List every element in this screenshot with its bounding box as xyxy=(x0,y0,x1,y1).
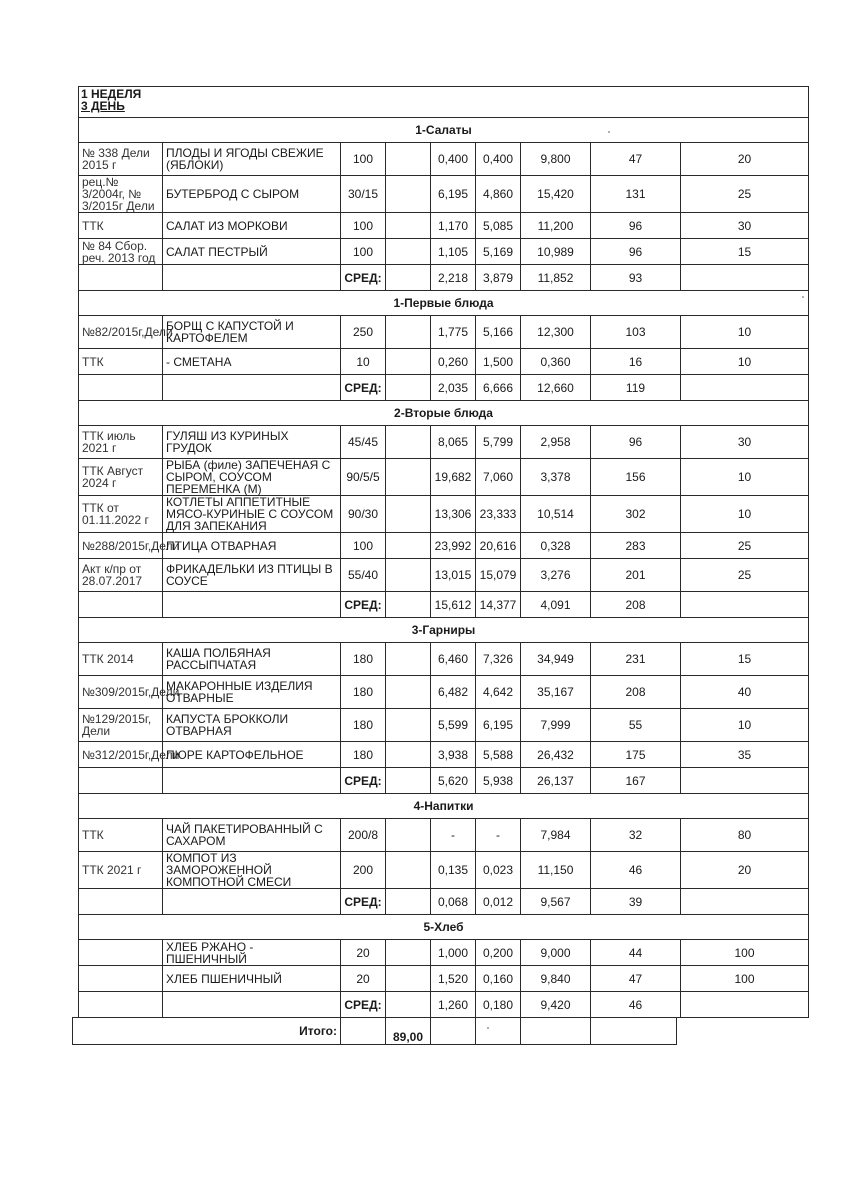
avg-carbs: 4,091 xyxy=(521,592,591,618)
price-cell xyxy=(386,533,431,559)
avg-protein: 2,218 xyxy=(431,265,476,291)
recipe-ref: ТТК Август 2024 г xyxy=(79,459,163,496)
header-row xyxy=(79,87,809,118)
vitamin-c: 15 xyxy=(681,239,809,265)
average-label: СРЕД: xyxy=(341,889,386,915)
calories: 131 xyxy=(591,176,681,213)
scan-speck xyxy=(608,131,610,133)
price-cell xyxy=(386,459,431,496)
dish-row xyxy=(79,709,809,742)
recipe-ref: ТТК xyxy=(79,349,163,375)
recipe-ref: №82/2015г,Дели xyxy=(79,316,163,349)
vitamin-c: 10 xyxy=(681,496,809,533)
price-cell xyxy=(386,966,431,992)
calories: 44 xyxy=(591,940,681,966)
carbs: 12,300 xyxy=(521,316,591,349)
avg-carbs: 12,660 xyxy=(521,375,591,401)
average-row xyxy=(79,375,809,401)
dish-row xyxy=(79,349,809,375)
portion: 45/45 xyxy=(341,426,386,459)
calories: 175 xyxy=(591,742,681,768)
avg-fat: 0,012 xyxy=(476,889,521,915)
protein: 23,992 xyxy=(431,533,476,559)
protein: 19,682 xyxy=(431,459,476,496)
calories: 96 xyxy=(591,213,681,239)
price-cell xyxy=(386,940,431,966)
total-row xyxy=(73,1018,677,1045)
portion: 100 xyxy=(341,533,386,559)
dish-row xyxy=(79,676,809,709)
vitamin-c: 10 xyxy=(681,349,809,375)
portion: 200/8 xyxy=(341,819,386,852)
vitamin-c: 20 xyxy=(681,143,809,176)
fat: 0,160 xyxy=(476,966,521,992)
protein: 13,015 xyxy=(431,559,476,592)
total-value: 89,00 xyxy=(386,1018,431,1045)
protein: 8,065 xyxy=(431,426,476,459)
average-label: СРЕД: xyxy=(341,992,386,1018)
portion: 55/40 xyxy=(341,559,386,592)
protein: 13,306 xyxy=(431,496,476,533)
empty-cell xyxy=(681,768,809,794)
total-empty-cell xyxy=(521,1018,591,1045)
recipe-ref: №309/2015г,Дели xyxy=(79,676,163,709)
fat: 5,166 xyxy=(476,316,521,349)
calories: 208 xyxy=(591,676,681,709)
section-title: 3-Гарниры xyxy=(79,618,809,643)
calories: 156 xyxy=(591,459,681,496)
dish-name: - СМЕТАНА xyxy=(163,349,341,375)
empty-cell xyxy=(386,889,431,915)
dish-name: БУТЕРБРОД С СЫРОМ xyxy=(163,176,341,213)
price-cell xyxy=(386,143,431,176)
total-block xyxy=(72,1017,676,1045)
scan-speck xyxy=(802,296,804,298)
protein: 1,105 xyxy=(431,239,476,265)
price-cell xyxy=(386,819,431,852)
calories: 47 xyxy=(591,143,681,176)
empty-cell xyxy=(163,992,341,1018)
dish-row xyxy=(79,852,809,889)
fat: 6,195 xyxy=(476,709,521,742)
empty-cell xyxy=(386,992,431,1018)
week-label: 1 НЕДЕЛЯ xyxy=(81,87,142,101)
price-cell xyxy=(386,742,431,768)
empty-cell xyxy=(163,265,341,291)
section-header-row xyxy=(79,618,809,643)
carbs: 7,984 xyxy=(521,819,591,852)
carbs: 26,432 xyxy=(521,742,591,768)
price-cell xyxy=(386,852,431,889)
total-empty-cell xyxy=(341,1018,386,1045)
dish-row xyxy=(79,496,809,533)
recipe-ref: ТТК 2014 xyxy=(79,643,163,676)
price-cell xyxy=(386,213,431,239)
portion: 180 xyxy=(341,709,386,742)
portion: 180 xyxy=(341,643,386,676)
price-cell xyxy=(386,176,431,213)
total-label: Итого: xyxy=(73,1018,341,1045)
price-cell xyxy=(386,239,431,265)
recipe-ref: ТТК xyxy=(79,819,163,852)
vitamin-c: 10 xyxy=(681,459,809,496)
carbs: 0,328 xyxy=(521,533,591,559)
dish-row xyxy=(79,176,809,213)
dish-name: МАКАРОННЫЕ ИЗДЕЛИЯ ОТВАРНЫЕ xyxy=(163,676,341,709)
vitamin-c: 25 xyxy=(681,559,809,592)
recipe-ref: рец.№ 3/2004г, № 3/2015г Дели xyxy=(79,176,163,213)
empty-cell xyxy=(681,592,809,618)
fat: 20,616 xyxy=(476,533,521,559)
portion: 250 xyxy=(341,316,386,349)
avg-protein: 2,035 xyxy=(431,375,476,401)
carbs: 9,800 xyxy=(521,143,591,176)
carbs: 3,276 xyxy=(521,559,591,592)
vitamin-c: 25 xyxy=(681,176,809,213)
carbs: 10,514 xyxy=(521,496,591,533)
dish-name: БОРЩ С КАПУСТОЙ И КАРТОФЕЛЕМ xyxy=(163,316,341,349)
avg-protein: 15,612 xyxy=(431,592,476,618)
average-label: СРЕД: xyxy=(341,375,386,401)
price-cell xyxy=(386,426,431,459)
recipe-ref xyxy=(79,966,163,992)
vitamin-c: 100 xyxy=(681,940,809,966)
dish-row xyxy=(79,239,809,265)
empty-cell xyxy=(163,889,341,915)
section-title: 4-Напитки xyxy=(79,794,809,819)
vitamin-c: 80 xyxy=(681,819,809,852)
dish-name: ЧАЙ ПАКЕТИРОВАННЫЙ С САХАРОМ xyxy=(163,819,341,852)
dish-row xyxy=(79,643,809,676)
calories: 283 xyxy=(591,533,681,559)
recipe-ref: Акт к/пр от 28.07.2017 xyxy=(79,559,163,592)
avg-carbs: 11,852 xyxy=(521,265,591,291)
fat: 5,588 xyxy=(476,742,521,768)
dish-row xyxy=(79,819,809,852)
recipe-ref: ТТК 2021 г xyxy=(79,852,163,889)
calories: 103 xyxy=(591,316,681,349)
carbs: 11,200 xyxy=(521,213,591,239)
price-cell xyxy=(386,676,431,709)
carbs: 9,000 xyxy=(521,940,591,966)
avg-fat: 3,879 xyxy=(476,265,521,291)
dish-name: САЛАТ ИЗ МОРКОВИ xyxy=(163,213,341,239)
empty-cell xyxy=(163,592,341,618)
portion: 200 xyxy=(341,852,386,889)
average-row xyxy=(79,992,809,1018)
fat: 5,169 xyxy=(476,239,521,265)
average-row xyxy=(79,768,809,794)
protein: 1,520 xyxy=(431,966,476,992)
portion: 20 xyxy=(341,966,386,992)
recipe-ref: № 84 Сбор. реч. 2013 год xyxy=(79,239,163,265)
average-row xyxy=(79,889,809,915)
avg-calories: 119 xyxy=(591,375,681,401)
dish-name: ПТИЦА ОТВАРНАЯ xyxy=(163,533,341,559)
fat: 4,642 xyxy=(476,676,521,709)
empty-cell xyxy=(163,768,341,794)
section-header-row xyxy=(79,118,809,143)
empty-cell xyxy=(681,265,809,291)
portion: 180 xyxy=(341,676,386,709)
total-empty-cell xyxy=(476,1018,521,1045)
average-row xyxy=(79,265,809,291)
empty-cell xyxy=(79,992,163,1018)
dish-name: РЫБА (филе) ЗАПЕЧЕНАЯ С СЫРОМ, СОУСОМ ПЕРЕМЕНКА (М) xyxy=(163,459,341,496)
dish-row xyxy=(79,143,809,176)
dish-name: ПЮРЕ КАРТОФЕЛЬНОЕ xyxy=(163,742,341,768)
carbs: 0,360 xyxy=(521,349,591,375)
total-empty-cell xyxy=(591,1018,677,1045)
carbs: 7,999 xyxy=(521,709,591,742)
portion: 10 xyxy=(341,349,386,375)
avg-carbs: 9,567 xyxy=(521,889,591,915)
section-title: 2-Вторые блюда xyxy=(79,401,809,426)
carbs: 11,150 xyxy=(521,852,591,889)
carbs: 9,840 xyxy=(521,966,591,992)
avg-fat: 0,180 xyxy=(476,992,521,1018)
section-title: 5-Хлеб xyxy=(79,915,809,940)
dish-row xyxy=(79,742,809,768)
protein: 3,938 xyxy=(431,742,476,768)
dish-row xyxy=(79,533,809,559)
empty-cell xyxy=(681,889,809,915)
section-title: 1-Салаты xyxy=(79,118,809,143)
dish-name: КОМПОТ ИЗ ЗАМОРОЖЕННОЙ КОМПОТНОЙ СМЕСИ xyxy=(163,852,341,889)
protein: 1,170 xyxy=(431,213,476,239)
menu-sheet xyxy=(78,86,808,1018)
recipe-ref: ТТК xyxy=(79,213,163,239)
fat: - xyxy=(476,819,521,852)
average-label: СРЕД: xyxy=(341,592,386,618)
vitamin-c: 35 xyxy=(681,742,809,768)
fat: 15,079 xyxy=(476,559,521,592)
portion: 90/30 xyxy=(341,496,386,533)
avg-protein: 0,068 xyxy=(431,889,476,915)
week-day-header xyxy=(79,87,809,118)
fat: 7,060 xyxy=(476,459,521,496)
protein: 0,135 xyxy=(431,852,476,889)
avg-carbs: 9,420 xyxy=(521,992,591,1018)
dish-row xyxy=(79,213,809,239)
dish-row xyxy=(79,426,809,459)
price-cell xyxy=(386,316,431,349)
empty-cell xyxy=(386,265,431,291)
dish-row xyxy=(79,940,809,966)
dish-name: КОТЛЕТЫ АППЕТИТНЫЕ МЯСО-КУРИНЫЕ С СОУСОМ ДЛЯ ЗАПЕКАНИЯ xyxy=(163,496,341,533)
average-label: СРЕД: xyxy=(341,768,386,794)
section-header-row xyxy=(79,291,809,316)
calories: 201 xyxy=(591,559,681,592)
avg-calories: 167 xyxy=(591,768,681,794)
price-cell xyxy=(386,559,431,592)
vitamin-c: 30 xyxy=(681,213,809,239)
protein: 5,599 xyxy=(431,709,476,742)
vitamin-c: 10 xyxy=(681,316,809,349)
section-header-row xyxy=(79,794,809,819)
section-title: 1-Первые блюда xyxy=(79,291,809,316)
carbs: 35,167 xyxy=(521,676,591,709)
protein: 0,400 xyxy=(431,143,476,176)
carbs: 34,949 xyxy=(521,643,591,676)
calories: 46 xyxy=(591,852,681,889)
vitamin-c: 40 xyxy=(681,676,809,709)
avg-protein: 5,620 xyxy=(431,768,476,794)
carbs: 2,958 xyxy=(521,426,591,459)
dish-name: КАША ПОЛБЯНАЯ РАССЫПЧАТАЯ xyxy=(163,643,341,676)
vitamin-c: 10 xyxy=(681,709,809,742)
fat: 5,085 xyxy=(476,213,521,239)
avg-protein: 1,260 xyxy=(431,992,476,1018)
fat: 5,799 xyxy=(476,426,521,459)
recipe-ref: №288/2015г,Дели xyxy=(79,533,163,559)
average-row xyxy=(79,592,809,618)
empty-cell xyxy=(163,375,341,401)
portion: 20 xyxy=(341,940,386,966)
carbs: 10,989 xyxy=(521,239,591,265)
avg-fat: 5,938 xyxy=(476,768,521,794)
avg-carbs: 26,137 xyxy=(521,768,591,794)
dish-row xyxy=(79,559,809,592)
empty-cell xyxy=(681,375,809,401)
protein: 1,000 xyxy=(431,940,476,966)
empty-cell xyxy=(386,375,431,401)
recipe-ref: ТТК июль 2021 г xyxy=(79,426,163,459)
recipe-ref: №129/2015г, Дели xyxy=(79,709,163,742)
dish-name: ХЛЕБ РЖАНО - ПШЕНИЧНЫЙ xyxy=(163,940,341,966)
total-empty-cell xyxy=(431,1018,476,1045)
dish-name: САЛАТ ПЕСТРЫЙ xyxy=(163,239,341,265)
portion: 30/15 xyxy=(341,176,386,213)
dish-name: ГУЛЯШ ИЗ КУРИНЫХ ГРУДОК xyxy=(163,426,341,459)
recipe-ref xyxy=(79,940,163,966)
dish-row xyxy=(79,966,809,992)
fat: 0,400 xyxy=(476,143,521,176)
dish-name: КАПУСТА БРОККОЛИ ОТВАРНАЯ xyxy=(163,709,341,742)
section-header-row xyxy=(79,401,809,426)
vitamin-c: 15 xyxy=(681,643,809,676)
empty-cell xyxy=(386,592,431,618)
total-table xyxy=(72,1017,677,1045)
calories: 96 xyxy=(591,426,681,459)
carbs: 15,420 xyxy=(521,176,591,213)
day-label: 3 ДЕНЬ xyxy=(81,99,125,113)
price-cell xyxy=(386,643,431,676)
protein: 6,195 xyxy=(431,176,476,213)
avg-fat: 14,377 xyxy=(476,592,521,618)
scan-speck xyxy=(487,1027,489,1029)
empty-cell xyxy=(79,265,163,291)
menu-table xyxy=(78,86,809,1018)
empty-cell xyxy=(79,592,163,618)
avg-calories: 93 xyxy=(591,265,681,291)
vitamin-c: 25 xyxy=(681,533,809,559)
empty-cell xyxy=(681,992,809,1018)
protein: 1,775 xyxy=(431,316,476,349)
portion: 100 xyxy=(341,213,386,239)
protein: 6,482 xyxy=(431,676,476,709)
portion: 90/5/5 xyxy=(341,459,386,496)
portion: 100 xyxy=(341,143,386,176)
avg-calories: 46 xyxy=(591,992,681,1018)
vitamin-c: 100 xyxy=(681,966,809,992)
recipe-ref: № 338 Дели 2015 г xyxy=(79,143,163,176)
calories: 231 xyxy=(591,643,681,676)
protein: 0,260 xyxy=(431,349,476,375)
recipe-ref: №312/2015г,Дели xyxy=(79,742,163,768)
dish-name: ХЛЕБ ПШЕНИЧНЫЙ xyxy=(163,966,341,992)
fat: 1,500 xyxy=(476,349,521,375)
fat: 0,200 xyxy=(476,940,521,966)
protein: 6,460 xyxy=(431,643,476,676)
section-header-row xyxy=(79,915,809,940)
dish-row xyxy=(79,316,809,349)
calories: 302 xyxy=(591,496,681,533)
price-cell xyxy=(386,349,431,375)
fat: 0,023 xyxy=(476,852,521,889)
calories: 32 xyxy=(591,819,681,852)
calories: 55 xyxy=(591,709,681,742)
dish-name: ФРИКАДЕЛЬКИ ИЗ ПТИЦЫ В СОУСЕ xyxy=(163,559,341,592)
vitamin-c: 20 xyxy=(681,852,809,889)
average-label: СРЕД: xyxy=(341,265,386,291)
fat: 7,326 xyxy=(476,643,521,676)
empty-cell xyxy=(79,889,163,915)
protein: - xyxy=(431,819,476,852)
price-cell xyxy=(386,496,431,533)
fat: 23,333 xyxy=(476,496,521,533)
price-cell xyxy=(386,709,431,742)
carbs: 3,378 xyxy=(521,459,591,496)
dish-name: ПЛОДЫ И ЯГОДЫ СВЕЖИЕ (ЯБЛОКИ) xyxy=(163,143,341,176)
portion: 100 xyxy=(341,239,386,265)
empty-cell xyxy=(386,768,431,794)
vitamin-c: 30 xyxy=(681,426,809,459)
avg-fat: 6,666 xyxy=(476,375,521,401)
calories: 96 xyxy=(591,239,681,265)
dish-row xyxy=(79,459,809,496)
recipe-ref: ТТК от 01.11.2022 г xyxy=(79,496,163,533)
calories: 16 xyxy=(591,349,681,375)
fat: 4,860 xyxy=(476,176,521,213)
avg-calories: 208 xyxy=(591,592,681,618)
calories: 47 xyxy=(591,966,681,992)
avg-calories: 39 xyxy=(591,889,681,915)
empty-cell xyxy=(79,768,163,794)
empty-cell xyxy=(79,375,163,401)
portion: 180 xyxy=(341,742,386,768)
